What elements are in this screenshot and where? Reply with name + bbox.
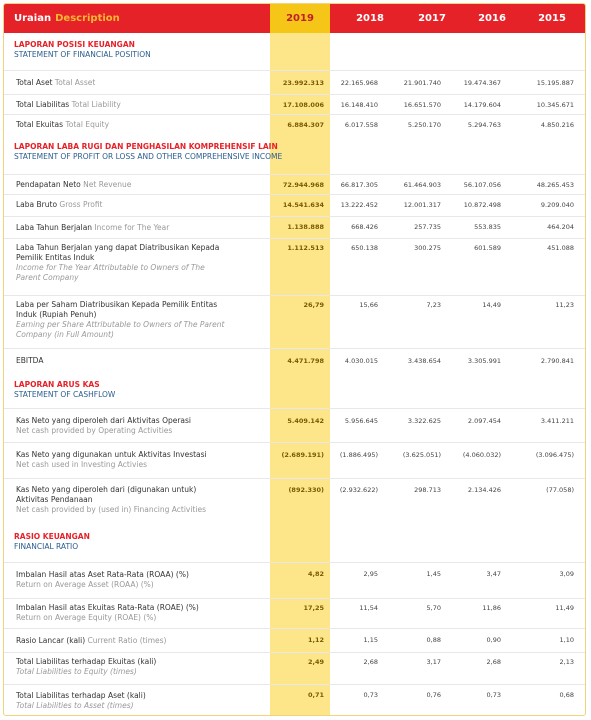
- row-label: [16, 200, 261, 210]
- row-label-en: Total Equity: [65, 120, 110, 129]
- value-2017: 5.250.170: [407, 121, 441, 129]
- table-row: [4, 598, 586, 629]
- value-2017: (3.625.051): [402, 451, 441, 459]
- value-2016: 3.305.991: [467, 357, 501, 365]
- table-row: [4, 562, 586, 599]
- row-label-id: Kas Neto yang diperoleh dari (digunakan untuk) Aktivitas Pendanaan: [16, 485, 197, 504]
- row-label-en: Current Ratio (times): [87, 636, 167, 645]
- value-2015: (3.096.475): [535, 451, 574, 459]
- row-label-en: Income for The Year Attributable to Owners of The Parent Company: [16, 263, 205, 282]
- value-2016: 0,73: [486, 691, 501, 699]
- value-2018: 15,66: [359, 301, 378, 309]
- row-label: [16, 78, 261, 88]
- value-2017: 21.901.740: [403, 79, 441, 87]
- value-2016: 3,47: [486, 570, 501, 578]
- section-title-profit-loss: [14, 142, 282, 162]
- value-2015: 2.790.841: [540, 357, 574, 365]
- row-label-en: Net Revenue: [83, 180, 132, 189]
- value-2015: 464.204: [547, 223, 574, 231]
- value-2017: 3,17: [426, 658, 441, 666]
- value-2017: 16.651.570: [403, 101, 441, 109]
- header-year-2018: 2018: [356, 13, 384, 24]
- value-2016: 14,49: [482, 301, 501, 309]
- table-row: [4, 295, 586, 349]
- table-row: [4, 238, 586, 296]
- value-2015: 15.195.887: [536, 79, 574, 87]
- value-2015: 11,23: [555, 301, 574, 309]
- row-label-en: Return on Average Equity (ROAE) (%): [16, 613, 157, 622]
- section-title-id: LAPORAN POSISI KEUANGAN: [14, 40, 135, 49]
- value-2016: 0,90: [486, 636, 501, 644]
- value-2016: 10.872.498: [463, 201, 501, 209]
- row-label-id: Laba per Saham Diatribusikan Kepada Pemilik Entitas Induk (Rupiah Penuh): [16, 300, 218, 319]
- value-2018: 66.817.305: [340, 181, 378, 189]
- value-2017: 3.438.654: [407, 357, 441, 365]
- value-2018: (2.932.622): [339, 486, 378, 494]
- value-2017: 300.275: [414, 244, 441, 252]
- value-2019: (892.330): [288, 486, 324, 494]
- value-2019: 1,12: [307, 636, 324, 644]
- value-2015: 48.265.453: [536, 181, 574, 189]
- value-2017: 1,45: [426, 570, 441, 578]
- value-2019: 17.108.006: [282, 101, 324, 109]
- table-row: [4, 94, 586, 115]
- value-2018: 2,95: [363, 570, 378, 578]
- value-2015: 11,49: [555, 604, 574, 612]
- section-title-en: STATEMENT OF FINANCIAL POSITION: [14, 50, 151, 59]
- table-row: [4, 408, 586, 443]
- table-row: [4, 628, 586, 653]
- row-label: [16, 691, 261, 711]
- row-label-id: Kas Neto yang digunakan untuk Aktivitas Investasi: [16, 450, 207, 459]
- table-row: [4, 442, 586, 479]
- value-2019: 4,82: [307, 570, 324, 578]
- section-title-id: LAPORAN LABA RUGI DAN PENGHASILAN KOMPREHENSIF LAIN: [14, 142, 278, 151]
- row-label-id: Imbalan Hasil atas Aset Rata-Rata (ROAA) (%): [16, 570, 189, 579]
- section-title-en: STATEMENT OF CASHFLOW: [14, 390, 116, 399]
- value-2018: 1,15: [363, 636, 378, 644]
- header-label: [14, 4, 120, 33]
- value-2017: 5,70: [426, 604, 441, 612]
- row-label: [16, 603, 261, 623]
- row-label-en: Earning per Share Attributable to Owners of The Parent Company (in Full Amount): [16, 320, 225, 339]
- value-2017: 12.001.317: [403, 201, 441, 209]
- row-label: [16, 180, 261, 190]
- row-label: [16, 485, 231, 515]
- row-label-id: Laba Bruto: [16, 200, 58, 209]
- section-title-financial-position: [14, 40, 151, 60]
- section-title-id: LAPORAN ARUS KAS: [14, 380, 100, 389]
- row-label: [16, 300, 226, 340]
- value-2018: 2,68: [363, 658, 378, 666]
- value-2015: 451.088: [547, 244, 574, 252]
- value-2018: 6.017.558: [344, 121, 378, 129]
- row-label-id: Total Liabilitas terhadap Aset (kali): [16, 691, 146, 700]
- value-2018: 22.165.968: [340, 79, 378, 87]
- value-2016: 14.179.604: [463, 101, 501, 109]
- row-label: [16, 416, 261, 436]
- value-2016: 2.097.454: [467, 417, 501, 425]
- row-label-id: Pendapatan Neto: [16, 180, 81, 189]
- row-label: [16, 636, 261, 646]
- header-year-2019: 2019: [286, 13, 314, 24]
- value-2016: 2,68: [486, 658, 501, 666]
- section-title-financial-ratio: [14, 532, 90, 552]
- table-header: [4, 4, 586, 33]
- row-label-id: Total Liabilitas: [16, 100, 70, 109]
- value-2016: (4.060.032): [462, 451, 501, 459]
- value-2017: 298.713: [414, 486, 441, 494]
- table-row: [4, 114, 586, 137]
- table-row: [4, 478, 586, 525]
- value-2016: 56.107.056: [463, 181, 501, 189]
- value-2017: 257.735: [414, 223, 441, 231]
- value-2016: 11,86: [482, 604, 501, 612]
- row-label-en: Net cash provided by (used in) Financing Activities: [16, 505, 206, 514]
- value-2019: (2.689.191): [281, 451, 324, 459]
- row-label-id: EBITDA: [16, 356, 44, 365]
- value-2016: 2.134.426: [467, 486, 501, 494]
- row-label-id: Rasio Lancar (kali): [16, 636, 86, 645]
- financial-highlights-table: [3, 3, 586, 716]
- value-2015: 9.209.040: [540, 201, 574, 209]
- value-2018: 13.222.452: [340, 201, 378, 209]
- row-label-id: Kas Neto yang diperoleh dari Aktivitas Operasi: [16, 416, 192, 425]
- section-title-cashflow: [14, 380, 115, 400]
- table-row: [4, 348, 586, 373]
- value-2019: 23.992.313: [282, 79, 324, 87]
- value-2018: 668.426: [351, 223, 378, 231]
- value-2018: 11,54: [359, 604, 378, 612]
- value-2017: 0,76: [426, 691, 441, 699]
- value-2016: 19.474.367: [463, 79, 501, 87]
- row-label: [16, 223, 261, 233]
- table-row: [4, 652, 586, 685]
- value-2019: 1.138.888: [287, 223, 324, 231]
- row-label-en: Total Liabilities to Asset (times): [16, 701, 134, 710]
- row-label-en: Total Asset: [54, 78, 96, 87]
- value-2018: 0,73: [363, 691, 378, 699]
- value-2017: 61.464.903: [403, 181, 441, 189]
- value-2019: 17,25: [303, 604, 324, 612]
- row-label-en: Income for The Year: [94, 223, 170, 232]
- row-label: [16, 120, 261, 130]
- value-2015: 4.850.216: [540, 121, 574, 129]
- section-title-id: RASIO KEUANGAN: [14, 532, 90, 541]
- value-2019: 5.409.142: [287, 417, 324, 425]
- value-2018: 16.148.410: [340, 101, 378, 109]
- row-label-en: Net cash provided by Operating Activities: [16, 426, 173, 435]
- value-2019: 0,71: [307, 691, 324, 699]
- row-label-en: Gross Profit: [59, 200, 103, 209]
- row-label-en: Total Liabilities to Equity (times): [16, 667, 137, 676]
- value-2016: 553.835: [474, 223, 501, 231]
- value-2017: 3.322.625: [407, 417, 441, 425]
- value-2015: 0,68: [559, 691, 574, 699]
- table-row: [4, 684, 586, 716]
- row-label-en: Return on Average Asset (ROAA) (%): [16, 580, 154, 589]
- value-2018: 4.030.015: [344, 357, 378, 365]
- row-label-en: Net cash used in Investing Activies: [16, 460, 147, 469]
- value-2017: 0,88: [426, 636, 441, 644]
- row-label-id: Total Ekuitas: [16, 120, 64, 129]
- value-2019: 2,49: [307, 658, 324, 666]
- table-row: [4, 70, 586, 95]
- value-2018: 650.138: [351, 244, 378, 252]
- value-2015: 10.345.671: [536, 101, 574, 109]
- value-2017: 7,23: [426, 301, 441, 309]
- value-2015: 2,13: [559, 658, 574, 666]
- value-2019: 4.471.798: [287, 357, 324, 365]
- row-label: [16, 450, 261, 470]
- section-title-en: FINANCIAL RATIO: [14, 542, 79, 551]
- table-row: [4, 216, 586, 239]
- header-year-2017: 2017: [418, 13, 446, 24]
- value-2019: 6.884.307: [287, 121, 324, 129]
- value-2015: (77.058): [546, 486, 574, 494]
- table-row: [4, 174, 586, 195]
- value-2016: 5.294.763: [467, 121, 501, 129]
- row-label-en: Total Liability: [71, 100, 121, 109]
- value-2015: 3.411.211: [540, 417, 574, 425]
- row-label: [16, 100, 261, 110]
- row-label-id: Imbalan Hasil atas Ekuitas Rata-Rata (ROAE) (%): [16, 603, 199, 612]
- value-2018: 5.956.645: [344, 417, 378, 425]
- row-label: [16, 657, 261, 677]
- value-2016: 601.589: [474, 244, 501, 252]
- row-label: [16, 243, 226, 283]
- row-label-id: Laba Tahun Berjalan: [16, 223, 93, 232]
- value-2015: 1,10: [559, 636, 574, 644]
- row-label-id: Total Aset: [16, 78, 53, 87]
- table-row: [4, 194, 586, 217]
- header-year-2016: 2016: [478, 13, 506, 24]
- value-2019: 26,79: [303, 301, 324, 309]
- value-2019: 1.112.513: [287, 244, 324, 252]
- row-label: [16, 570, 261, 590]
- header-label-en: Description: [55, 13, 120, 24]
- value-2018: (1.886.495): [339, 451, 378, 459]
- header-label-id: Uraian: [14, 13, 52, 24]
- row-label-id: Laba Tahun Berjalan yang dapat Diatribusikan Kepada Pemilik Entitas Induk: [16, 243, 220, 262]
- row-label-id: Total Liabilitas terhadap Ekuitas (kali): [16, 657, 157, 666]
- value-2015: 3,09: [559, 570, 574, 578]
- value-2019: 72.944.968: [282, 181, 324, 189]
- section-title-en: STATEMENT OF PROFIT OR LOSS AND OTHER COMPREHENSIVE INCOME: [14, 152, 283, 161]
- row-label: [16, 356, 261, 366]
- header-year-2015: 2015: [538, 13, 566, 24]
- value-2019: 14.541.634: [282, 201, 324, 209]
